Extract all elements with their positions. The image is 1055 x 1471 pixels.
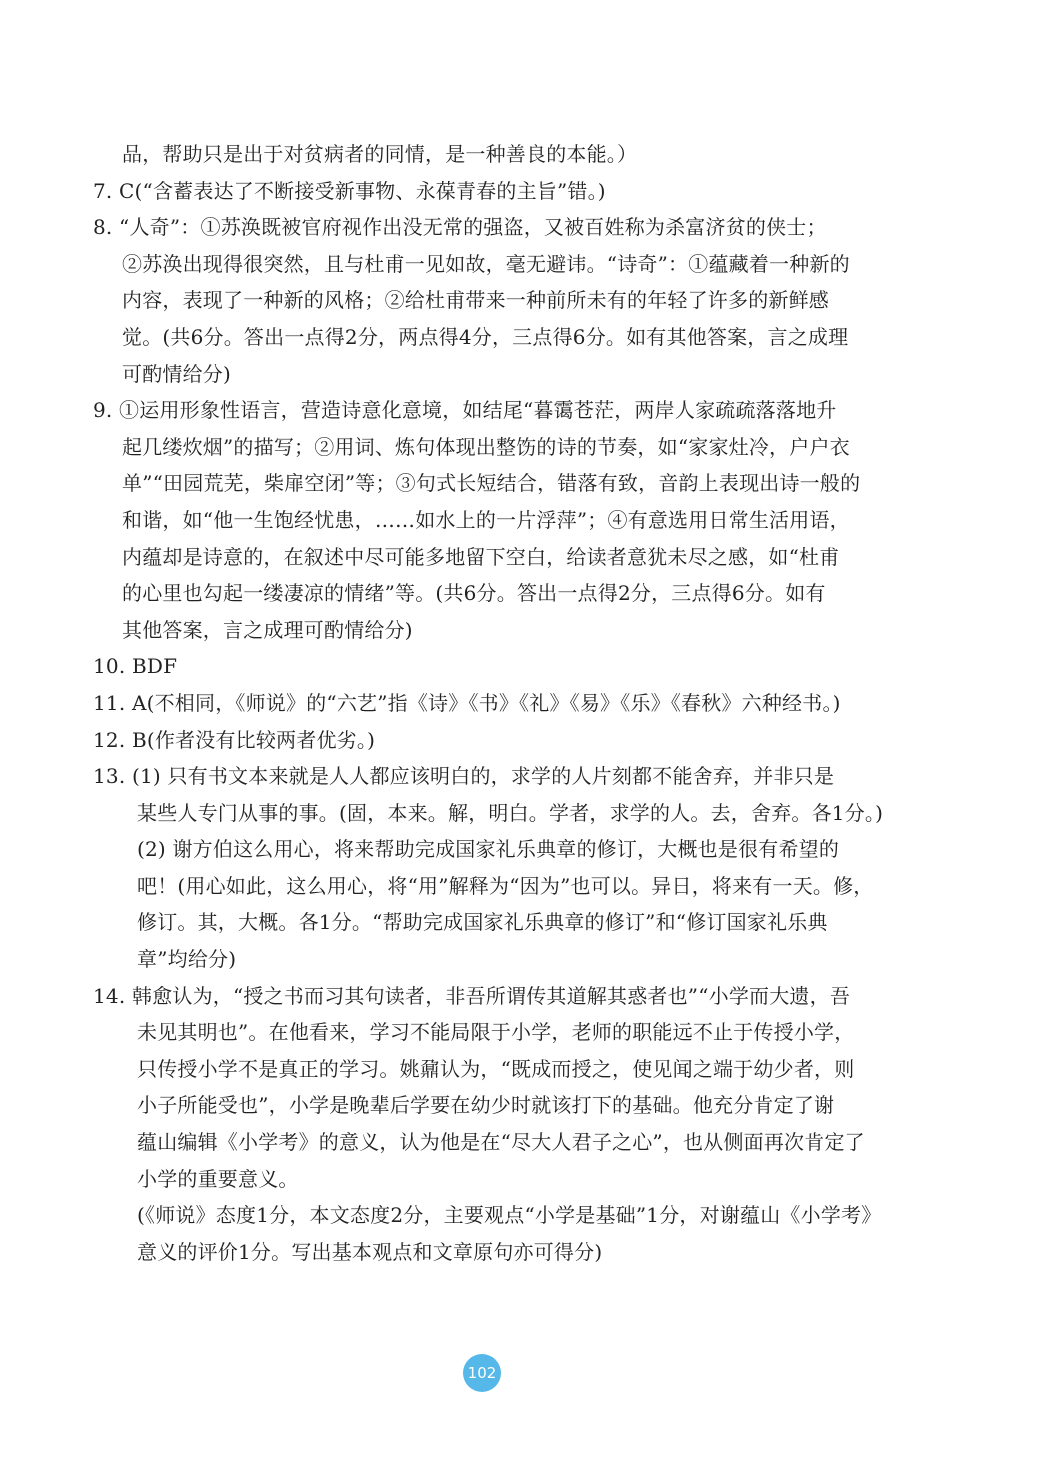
answer-11: 11. A(不相同，《师说》的“六艺”指《诗》《书》《礼》《易》《乐》《春秋》六种经书。) bbox=[93, 690, 841, 715]
text-line: 章”均给分) bbox=[137, 947, 237, 972]
answer-14: 14. 韩愈认为，“授之书而习其句读者，非吾所谓传其道解其惑者也”“小学而大遗，吾 bbox=[93, 983, 851, 1008]
answer-9: 9. ①运用形象性语言，营造诗意化意境，如结尾“暮霭苍茫，两岸人家疏疏落落地升 bbox=[93, 398, 837, 423]
answer-8: 8. “人奇”：①苏涣既被官府视作出没无常的强盗，又被百姓称为杀富济贫的侠士； bbox=[93, 215, 827, 240]
text-line: 起几缕炊烟”的描写；②用词、炼句体现出整饬的诗的节奏，如“家家灶冷，户户衣 bbox=[122, 434, 850, 459]
text-line: 可酌情给分) bbox=[122, 361, 232, 386]
text-line: 和谐，如“他一生饱经忧患，……如水上的一片浮萍”；④有意选用日常生活用语， bbox=[122, 507, 850, 532]
answer-text-block bbox=[93, 136, 884, 1270]
text-line: (2) 谢方伯这么用心，将来帮助完成国家礼乐典章的修订，大概也是很有希望的 bbox=[137, 837, 840, 862]
text-line: 单”“田园荒芜，柴扉空闭”等；③句式长短结合，错落有致，音韵上表现出诗一般的 bbox=[122, 471, 861, 496]
text-line: 其他答案，言之成理可酌情给分) bbox=[122, 617, 413, 642]
text-line: 的心里也勾起一缕凄凉的情绪”等。(共6分。答出一点得2分，三点得6分。如有 bbox=[122, 581, 826, 606]
text-line: 未见其明也”。在他看来，学习不能局限于小学，老师的职能远不止于传授小学， bbox=[137, 1020, 855, 1045]
text-line: 只传授小学不是真正的学习。姚鼐认为，“既成而授之，使见闻之端于幼少者，则 bbox=[137, 1056, 855, 1081]
text-line: 小子所能受也”，小学是晚辈后学要在幼少时就该打下的基础。他充分肯定了谢 bbox=[137, 1093, 835, 1118]
text-line: ②苏涣出现得很突然，且与杜甫一见如故，毫无避讳。“诗奇”：①蕴藏着一种新的 bbox=[122, 251, 850, 276]
text-line: 觉。(共6分。答出一点得2分，两点得4分，三点得6分。如有其他答案，言之成理 bbox=[122, 324, 849, 349]
text-line: 内容，表现了一种新的风格；②给杜甫带来一种前所未有的年轻了许多的新鲜感 bbox=[122, 288, 829, 313]
text-line: 小学的重要意义。 bbox=[137, 1166, 299, 1191]
text-line: 蕴山编辑《小学考》的意义，认为他是在“尽大人君子之心”，也从侧面再次肯定了 bbox=[137, 1130, 865, 1155]
text-line: 内蕴却是诗意的，在叙述中尽可能多地留下空白，给读者意犹未尽之感，如“杜甫 bbox=[122, 544, 840, 569]
answer-12: 12. B(作者没有比较两者优劣。) bbox=[93, 727, 376, 752]
page-number-badge: 102 bbox=[463, 1354, 501, 1392]
text-line: 吧！(用心如此，这么用心，将“用”解释为“因为”也可以。异日，将来有一天。修， bbox=[137, 873, 874, 898]
text-line: 品，帮助只是出于对贫病者的同情，是一种善良的本能。） bbox=[122, 142, 638, 166]
answer-10: 10. BDF bbox=[93, 654, 178, 679]
text-line: 意义的评价1分。写出基本观点和文章原句亦可得分) bbox=[137, 1239, 603, 1264]
answer-13: 13. (1) 只有书文本来就是人人都应该明白的，求学的人片刻都不能舍弃，并非只是 bbox=[93, 764, 835, 789]
text-line: (《师说》态度1分，本文态度2分，主要观点“小学是基础”1分，对谢蕴山《小学考》 bbox=[137, 1203, 882, 1228]
answer-7: 7. C(“含蓄表达了不断接受新事物、永葆青春的主旨”错。) bbox=[93, 178, 606, 203]
text-line: 修订。其，大概。各1分。“帮助完成国家礼乐典章的修订”和“修订国家礼乐典 bbox=[137, 910, 828, 935]
text-line: 某些人专门从事的事。(固，本来。解，明白。学者，求学的人。去，舍弃。各1分。) bbox=[137, 800, 884, 825]
